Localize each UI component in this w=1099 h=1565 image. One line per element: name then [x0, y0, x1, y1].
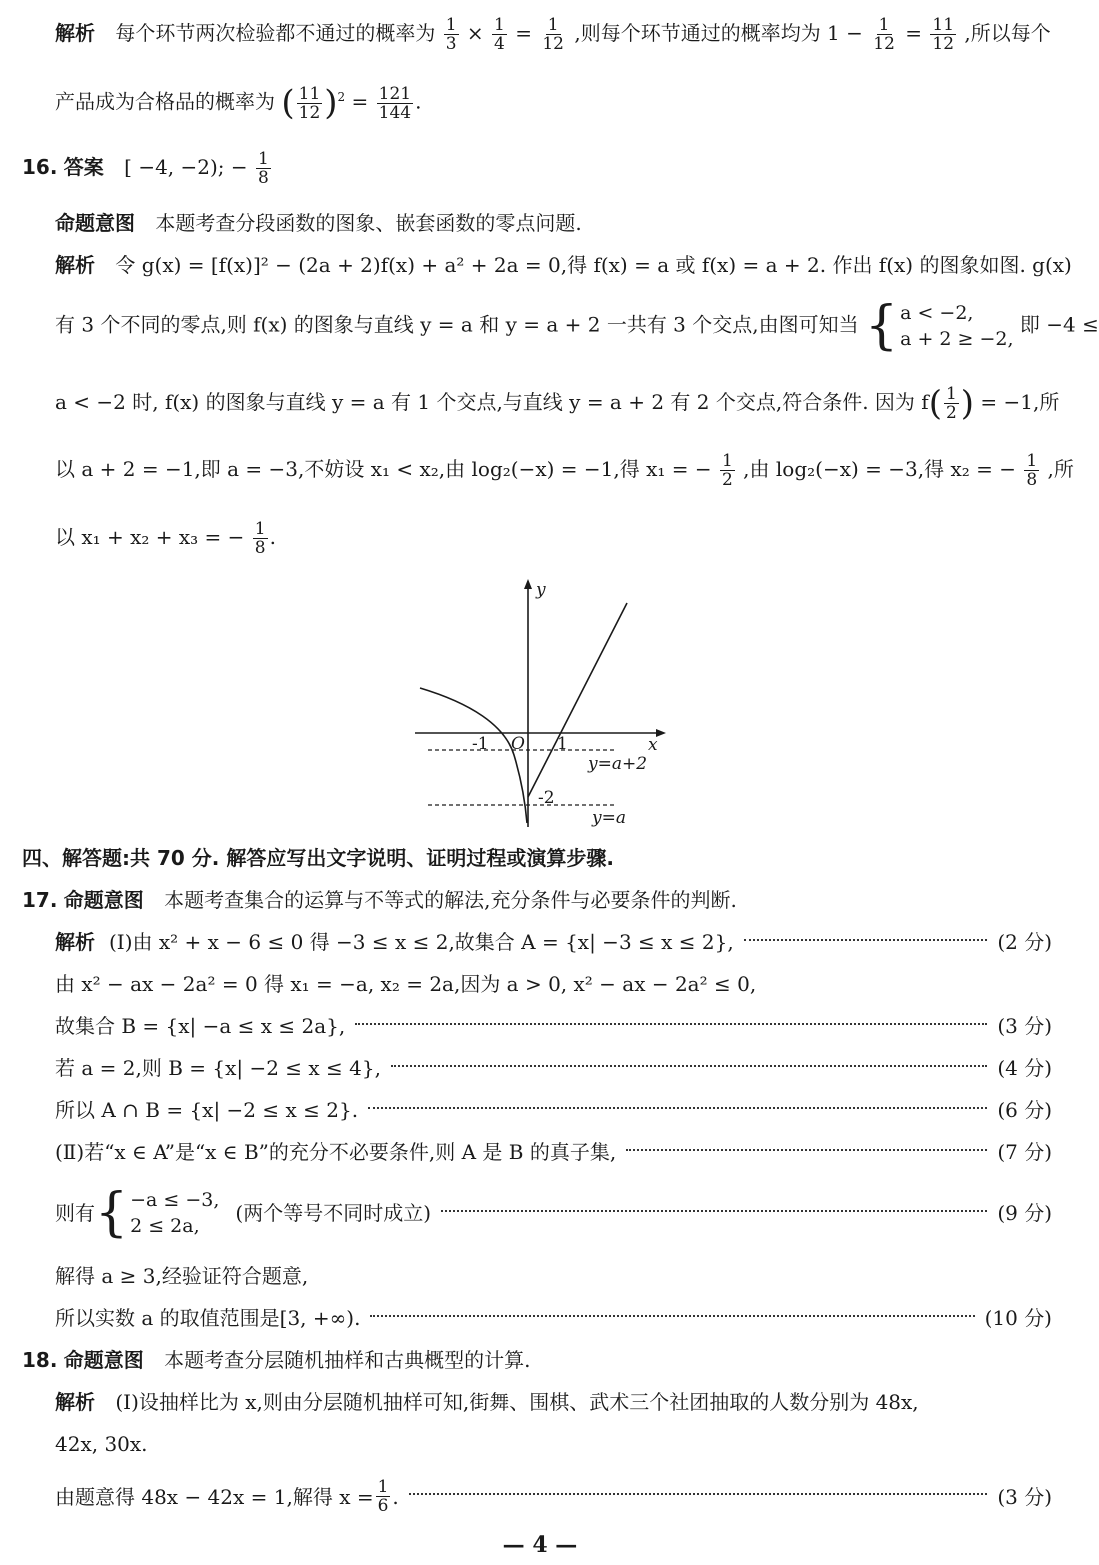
q17-step-5: 所以 A ∩ B = {x| −2 ≤ x ≤ 2}. (6 分) — [55, 1095, 1052, 1125]
score: (3 分) — [997, 1484, 1052, 1509]
score: (2 分) — [997, 930, 1052, 954]
score: (4 分) — [997, 1056, 1052, 1080]
tick-one: 1 — [557, 734, 568, 754]
q17-step-3: 故集合 B = {x| −a ≤ x ≤ 2a}, (3 分) — [55, 1011, 1052, 1041]
score: (9 分) — [997, 1201, 1052, 1225]
dot-leader — [626, 1148, 987, 1151]
left-branch-curve — [420, 688, 527, 823]
x-axis-label: x — [648, 735, 658, 755]
q16-analysis-5: 以 x₁ + x₂ + x₃ = − $\frac{1}{8}$ . — [55, 519, 276, 558]
fraction: $\frac{1}{2}$ — [721, 451, 733, 490]
dot-leader — [368, 1106, 987, 1109]
fraction: $\frac{1}{8}$ — [254, 519, 266, 558]
fraction: $\frac{1}{8}$ — [1026, 451, 1038, 490]
q16-analysis-4: 以 a + 2 = −1,即 a = −3,不妨设 x₁ < x₂,由 log₂(−x) = −1,得 x₁ = − $\frac{1}{2}$ ,由 log₂(−x) = −3,得 x₂ = − $\frac{1}{8}$ ,所 — [55, 451, 1074, 490]
dot-leader — [391, 1064, 987, 1067]
q17-step-9: 所以实数 a 的取值范围是[3, +∞). (10 分) — [55, 1303, 1052, 1333]
q18-step-2: 42x, 30x. — [55, 1432, 148, 1456]
q18-intent: 18. 命题意图 本题考查分层随机抽样和古典概型的计算. — [22, 1348, 531, 1372]
fraction: $\frac{1}{8}$ — [258, 149, 269, 188]
score: (6 分) — [997, 1098, 1052, 1122]
line-a-plus-2-label: y=a+2 — [588, 754, 648, 774]
dot-leader — [370, 1314, 974, 1317]
dot-leader — [355, 1022, 987, 1025]
fraction: $\frac{1}{12}$ — [542, 15, 564, 54]
fraction: $\frac{1}{3}$ — [445, 15, 457, 54]
q17-step-2: 由 x² − ax − 2a² = 0 得 x₁ = −a, x₂ = 2a,因为 a > 0, x² − ax − 2a² ≤ 0, — [55, 972, 757, 996]
q18-step-3: 由题意得 48x − 42x = 1,解得 x = $\frac{1}{6}$ . (3 分) — [55, 1477, 1052, 1516]
intro-line-1: 解析 每个环节两次检验都不通过的概率为 $\frac{1}{3}$ × $\frac{1}{4}$ = $\frac{1}{12}$ ,则每个环节通过的概率均为 1 − $\frac{1}{12}$ = $\frac{11}{12}$ ,所以每个 — [55, 15, 1051, 54]
fraction: $\frac{121}{144}$ — [378, 83, 412, 123]
function-graph — [410, 575, 670, 830]
score: (10 分) — [984, 1306, 1052, 1330]
q16-intent: 命题意图 本题考查分段函数的图象、嵌套函数的零点问题. — [55, 211, 582, 235]
q16-analysis-1: 解析 令 g(x) = [f(x)]² − (2a + 2)f(x) + a² + 2a = 0,得 f(x) = a 或 f(x) = a + 2. 作出 f(x) 的图象如图. g(x) — [55, 253, 1072, 277]
inequality-system: { −a ≤ −3, 2 ≤ 2a, — [95, 1183, 220, 1243]
dot-leader — [744, 938, 988, 941]
y-axis-arrow — [524, 579, 532, 589]
q17-step-1: 解析 (Ⅰ)由 x² + x − 6 ≤ 0 得 −3 ≤ x ≤ 2,故集合 A = {x| −3 ≤ x ≤ 2}, (2 分) — [55, 927, 1052, 957]
q17-step-4: 若 a = 2,则 B = {x| −2 ≤ x ≤ 4}, (4 分) — [55, 1053, 1052, 1083]
fraction: $\frac{1}{2}$ — [945, 384, 957, 423]
y-axis-label: y — [536, 580, 546, 600]
line-a-label: y=a — [592, 808, 626, 828]
origin-label: O — [511, 734, 525, 754]
q17-step-7: 则有 { −a ≤ −3, 2 ≤ 2a, (两个等号不同时成立) (9 分) — [55, 1183, 1052, 1243]
fraction: $\frac{1}{12}$ — [873, 15, 895, 54]
q16-analysis-2: 有 3 个不同的零点,则 f(x) 的图象与直线 y = a 和 y = a + 2 一共有 3 个交点,由图可知当 { a < −2, a + 2 ≥ −2, 即 −4 ≤ — [55, 296, 1099, 356]
fraction: $\frac{11}{12}$ — [298, 83, 321, 123]
dot-leader — [441, 1209, 987, 1212]
dot-leader — [409, 1492, 988, 1495]
section-heading: 四、解答题:共 70 分. 解答应写出文字说明、证明过程或演算步骤. — [22, 846, 614, 870]
q16-analysis-3: a < −2 时, f(x) 的图象与直线 y = a 有 1 个交点,与直线 y = a + 2 有 2 个交点,符合条件. 因为 f( $\frac{1}{2}$ ) = −1,所 — [55, 383, 1060, 424]
q18-step-1: 解析 (Ⅰ)设抽样比为 x,则由分层随机抽样可知,街舞、围棋、武术三个社团抽取的人数分别为 48x, — [55, 1390, 919, 1414]
score: (7 分) — [997, 1140, 1052, 1164]
tick-neg-one: -1 — [472, 734, 489, 754]
q17-intent: 17. 命题意图 本题考查集合的运算与不等式的解法,充分条件与必要条件的判断. — [22, 888, 737, 912]
q17-step-8: 解得 a ≥ 3,经验证符合题意, — [55, 1264, 309, 1288]
page-number: — 4 — — [502, 1532, 578, 1558]
intro-line-2: 产品成为合格品的概率为 ( $\frac{11}{12}$ )$^2$ = $\frac{121}{144}$ . — [55, 83, 422, 124]
tick-neg-two: -2 — [538, 788, 555, 808]
q16-answer: 16. 答案 [ −4, −2); − $\frac{1}{8}$ — [22, 149, 269, 188]
fraction: $\frac{1}{4}$ — [494, 15, 505, 54]
inequality-system: { a < −2, a + 2 ≥ −2, — [864, 296, 1014, 356]
fraction: $\frac{11}{12}$ — [932, 15, 955, 54]
score: (3 分) — [997, 1014, 1052, 1038]
fraction: $\frac{1}{6}$ — [377, 1477, 389, 1516]
q17-step-6: (Ⅱ)若“x ∈ A”是“x ∈ B”的充分不必要条件,则 A 是 B 的真子集, (7 分) — [55, 1137, 1052, 1167]
